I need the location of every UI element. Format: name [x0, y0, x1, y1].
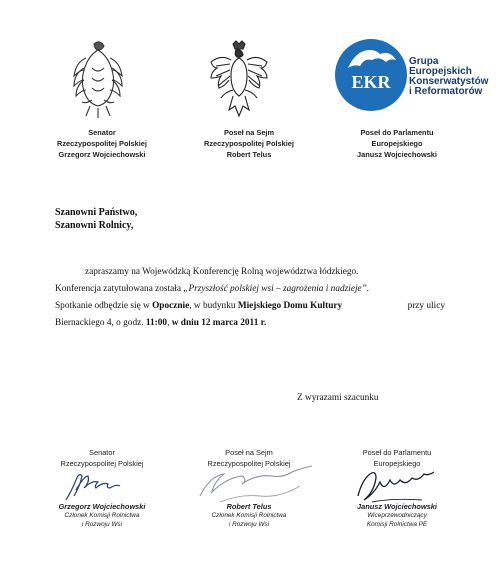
handwritten-signature-icon [190, 458, 325, 508]
signature-subtitle: i Rozwoju Wsi [81, 521, 123, 528]
body-text: Konferencja zatytułowana została [55, 284, 184, 294]
signature-subtitle: Komisji Rolnictwa PE [366, 521, 428, 528]
venue-town: Opocznie [152, 301, 190, 311]
ekr-wordmark [409, 57, 488, 97]
signature-name: Robert Telus [226, 502, 272, 511]
signature-name: Janusz Wojciechowski [357, 502, 437, 511]
signature-name: Grzegorz Wojciechowski [58, 502, 146, 511]
header-posel-sejm [174, 127, 324, 160]
crowned-eagle-icon [206, 40, 272, 120]
header-senator [27, 127, 177, 160]
header-line: Rzeczypospolitej Polskiej [57, 139, 147, 148]
body-paragraph-2 [55, 284, 369, 294]
eagle-emblem-icon [70, 38, 126, 120]
closing-phrase: Z wyrazami szacunku [297, 393, 379, 403]
body-text: przy ulicy [407, 301, 445, 311]
event-date: w dniu 12 marca 2011 r. [171, 318, 267, 328]
header-line: Senator [88, 128, 116, 137]
signature-subtitle: Członek Komisji Rolnictwa [64, 512, 140, 519]
header-line: Europejskiego [371, 139, 423, 148]
body-paragraph-3 [55, 301, 445, 311]
body-text: Spotkanie odbędzie się w [55, 301, 153, 311]
signature-role: Poseł na Sejm [225, 448, 273, 457]
signature-role: Rzeczypospolitej Polskiej [60, 459, 144, 468]
header-line: Poseł na Sejm [223, 128, 275, 137]
body-text: , w budynku [189, 301, 238, 311]
signature-subtitle: Członek Komisji Rolnictwa [211, 512, 287, 519]
signature-role: Rzeczypospolitej Polskiej [207, 459, 291, 468]
header-line: Robert Telus [226, 150, 272, 159]
body-paragraph-4 [55, 318, 266, 328]
ekr-wordmark-line: i Reformatorów [409, 86, 483, 97]
header-line: Grzegorz Wojciechowski [58, 150, 146, 159]
signature-role: Europejskiego [373, 459, 421, 468]
header-posel-pe [322, 127, 472, 160]
signature-subtitle: i Rozwoju Wsi [228, 521, 270, 528]
body-text [55, 301, 342, 311]
venue-building: Miejskiego Domu Kultury [237, 301, 343, 311]
signature-subtitle: Wiceprzewodniczący [367, 512, 427, 519]
body-text: , [167, 318, 172, 328]
greeting-line-2: Szanowni Rolnicy, [55, 220, 134, 231]
body-text: Biernackiego 4, o godz. [55, 318, 146, 328]
ekr-badge-text: EKR [351, 72, 391, 92]
signature-role: Poseł do Parlamentu [362, 448, 432, 457]
ekr-wordmark-line: Grupa [409, 56, 439, 67]
ekr-wordmark-line: Konserwatystów [409, 76, 489, 87]
signature-role: Senator [89, 448, 115, 457]
header-line: Poseł do Parlamentu [360, 128, 434, 137]
conference-title: „Przyszłość polskiej wsi – zagrożenia i nadzieje”. [183, 284, 370, 294]
body-paragraph-1: zapraszamy na Wojewódzką Konferencję Rolną województwa łódzkiego. [85, 267, 359, 277]
header-line: Janusz Wojciechowski [357, 150, 437, 159]
ekr-logo-icon [334, 38, 408, 112]
ekr-wordmark-line: Europejskich [409, 66, 472, 77]
greeting-line-1: Szanowni Państwo, [55, 207, 138, 218]
header-line: Rzeczypospolitej Polskiej [204, 139, 294, 148]
event-time: 11:00 [145, 318, 168, 328]
handwritten-signature-icon [352, 462, 442, 510]
handwritten-signature-icon [62, 468, 132, 504]
